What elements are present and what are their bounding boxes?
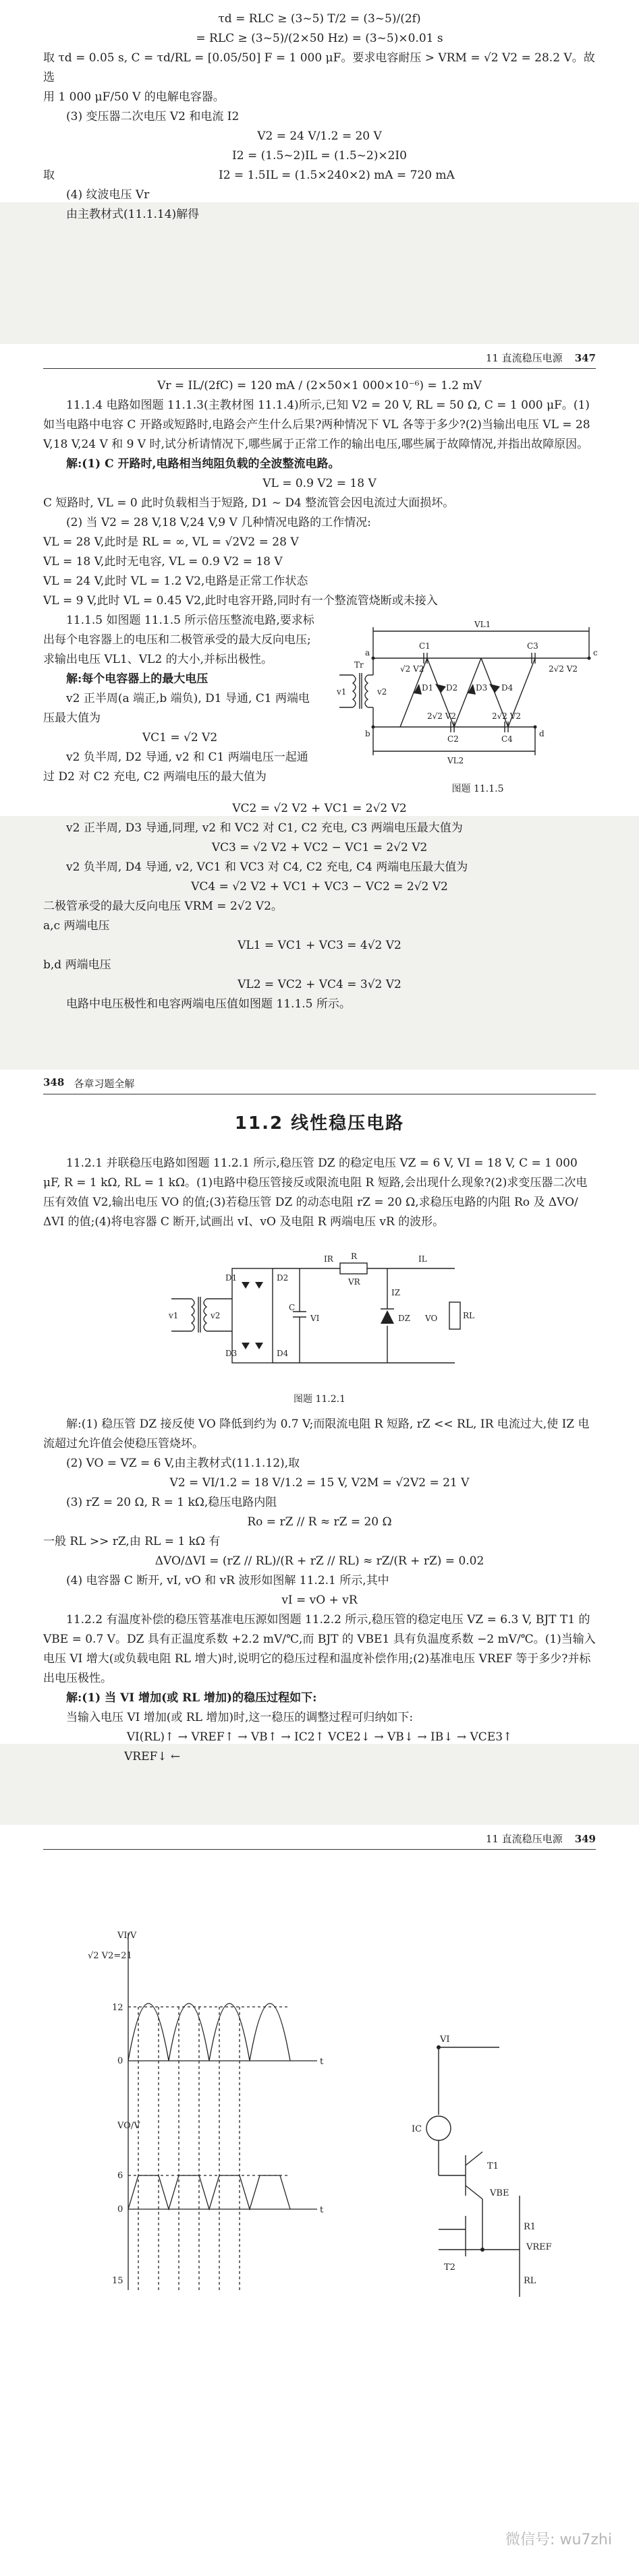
text-line: 由主教材式(11.1.14)解得: [66, 208, 200, 221]
axis-label-vi: VI/V: [117, 1931, 137, 1941]
figure-caption: 图题 11.2.1: [294, 1394, 345, 1405]
axis-label-vo: VO/V: [117, 2121, 140, 2131]
tick-zero: 0: [117, 2056, 123, 2066]
regulation-chain: VI(RL)↑ → VREF↑ → VB↑ → IC2↑ VCE2↓ → VB↓ → IB↓ → VCE3↑: [126, 1730, 513, 1744]
label-d4: D4: [501, 683, 513, 693]
label-t2: T2: [444, 2262, 455, 2273]
page-346: [0, 0, 639, 221]
label-v2: v2: [210, 1311, 220, 1320]
label-d2: D2: [446, 683, 458, 693]
label-c2: C2: [447, 734, 459, 744]
label-c2-voltage: 2√2 V2: [427, 711, 457, 721]
formula-line: = RLC ≥ (3~5)/(2×50 Hz) = (3~5)×0.01 s: [196, 32, 443, 45]
answer-line: 当输入电压 VI 增加(或 RL 增加)时,这一稳压的调整过程可归纳如下:: [66, 1711, 414, 1724]
label-vbe: VBE: [490, 2188, 509, 2198]
section-title: 11.2 线性稳压电路: [234, 1113, 405, 1134]
header-page-number: 347: [574, 352, 596, 364]
label-c1-voltage: √2 V2: [400, 664, 424, 674]
label-c: c: [593, 648, 598, 657]
answer-line: b,d 两端电压: [43, 958, 111, 972]
label-c3: C3: [527, 641, 538, 651]
label-vr: VR: [348, 1277, 360, 1287]
label-vl2: VL2: [447, 756, 464, 765]
case-line: VL = 24 V,此时 VL = 1.2 V2,电路是正常工作状态: [43, 575, 308, 588]
answer-line: 二极管承受的最大反向电压 VRM = 2√2 V2。: [43, 900, 283, 913]
label-vref: VREF: [526, 2242, 552, 2252]
label-b: b: [365, 729, 370, 738]
page-347: [0, 344, 639, 1011]
label-v1: v1: [168, 1311, 178, 1320]
formula-line: V2 = VI/1.2 = 18 V/1.2 = 15 V, V2M = √2V2 = 21 V: [169, 1476, 470, 1490]
answer-line: v2 负半周, D2 导通, v2 和 C1 两端电压一起通过 D2 对 C2 充电, C2 两端电压的最大值为: [43, 751, 308, 784]
formula-line: τd = RLC ≥ (3~5) T/2 = (3~5)/(2f): [218, 12, 421, 26]
answer-line: v2 正半周(a 端正,b 端负), D1 导通, C1 两端电压最大值为: [43, 692, 310, 725]
header-rule: [43, 1849, 596, 1850]
tick-6: 6: [117, 2171, 123, 2181]
label-d1: D1: [422, 683, 434, 693]
problem-11-1-4: 11.1.4 电路如图题 11.1.3(主教材图 11.1.4)所示,已知 V2 = 20 V, RL = 50 Ω, C = 1 000 μF。(1)如当电路中电容 C 开路或短路时,电路会产生什么后果?两种情况下 VL 各等于多少?(2)当输出电压 VL = 28 V,18 V,24 V 和 9 V 时,试分析请情况下,哪些属于正常工作的输出电压,哪些属于故障情况,并指出故障原因。: [43, 399, 590, 451]
time-label: t: [320, 2057, 324, 2067]
formula-line: Ro = rZ // R ≈ rZ = 20 Ω: [247, 1515, 392, 1529]
answer-line: (3) rZ = 20 Ω, R = 1 kΩ,稳压电路内阻: [66, 1496, 277, 1509]
formula-line: VL = 0.9 V2 = 18 V: [262, 477, 377, 490]
label-il: IL: [418, 1254, 427, 1264]
watermark: 微信号: wu7zhi: [505, 2531, 612, 2548]
formula-line: V2 = 24 V/1.2 = 20 V: [257, 129, 382, 143]
tick-15: 15: [112, 2276, 123, 2286]
answer-line: (4) 电容器 C 断开, vI, vO 和 vR 波形如图解 11.2.1 所示,其中: [66, 1574, 389, 1587]
text-line: (3) 变压器二次电压 V2 和电流 I2: [66, 110, 240, 123]
page-348: [0, 1070, 639, 1763]
label-d3: D3: [476, 683, 488, 693]
label-rl: RL: [462, 1311, 474, 1320]
header-page-number: 349: [574, 1833, 596, 1845]
peak-label: √2 V2=21: [88, 1951, 132, 1961]
answer-line: v2 负半周, D4 导通, v2, VC1 和 VC3 对 C4, C2 充电, C4 两端电压最大值为: [66, 860, 468, 874]
answer-line: v2 正半周, D3 导通,同理, v2 和 VC2 对 C1, C2 充电, C3 两端电压最大值为: [66, 821, 463, 835]
case-line: VL = 28 V,此时是 RL = ∞, VL = √2V2 = 28 V: [43, 535, 299, 549]
running-header: [486, 351, 596, 365]
shunt-regulator-circuit-figure: [158, 1241, 482, 1390]
label-d2: D2: [276, 1273, 288, 1283]
running-header: [486, 1832, 596, 1846]
text-line: (4) 纹波电压 Vr: [66, 188, 150, 202]
problem-11-2-1: 11.2.1 并联稳压电路如图题 11.2.1 所示,稳压管 DZ 的稳定电压 VZ = 6 V, VI = 18 V, C = 1 000 μF, R = 1 kΩ, RL = 1 kΩ。(1)电路中稳压管接反或限流电阻 R 短路,会出现什么现象?(2)求变压器二次电压有效值 V2,输出电压 VO 的值;(3)若稳压管 DZ 的动态电阻 rZ = 20 Ω,求稳压电路的内阻 Ro 及 ΔVO/ΔVI 的值;(4)将电容器 C 断开,试画出 vI、vO 及电阻 R 两端电压 vR 的波形。: [43, 1157, 588, 1229]
formula-line: VC2 = √2 V2 + VC1 = 2√2 V2: [232, 802, 407, 815]
text-line: 取 τd = 0.05 s, C = τd/RL = [0.05/50] F = 1 000 μF。要求电容耐压 > VRM = √2 V2 = 28.2 V。故选: [43, 51, 595, 84]
answer-line: 一般 RL >> rZ,由 RL = 1 kΩ 有: [43, 1535, 221, 1548]
label-r: R: [350, 1252, 357, 1261]
formula-line: I2 = (1.5~2)IL = (1.5~2)×2I0: [232, 149, 407, 163]
label-vi: VI: [440, 2035, 450, 2045]
tick-zero-2: 0: [117, 2204, 123, 2215]
time-label-2: t: [320, 2205, 324, 2215]
formula-line: VC1 = √2 V2: [142, 731, 218, 744]
label-vo: VO: [424, 1314, 437, 1323]
label-a: a: [365, 648, 370, 657]
answer-line: a,c 两端电压: [43, 919, 110, 933]
label-c3-voltage: 2√2 V2: [549, 664, 578, 674]
header-chapter: 11 直流稳压电源: [485, 1833, 563, 1845]
formula-line: Vr = IL/(2fC) = 120 mA / (2×50×1 000×10⁻⁶) = 1.2 mV: [157, 379, 482, 392]
problem-11-2-2: 11.2.2 有温度补偿的稳压管基准电压源如图题 11.2.2 所示,稳压管的稳定电压 VZ = 6.3 V, BJT T1 的 VBE = 0.7 V。DZ 具有正温度系数 +2.2 mV/℃,而 BJT 的 VBE1 具有负温度系数 −2 mV/℃。(1)当输入电压 VI 增大(或负载电阻 RL 增大)时,说明它的稳压过程和温度补偿作用;(2)基准电压 VREF 等于多少?并标出电压极性。: [43, 1613, 596, 1685]
label-dz: DZ: [397, 1314, 410, 1323]
waveform-plot: [88, 1926, 331, 2304]
answer-line: C 短路时, VL = 0 此时负载相当于短路, D1 ~ D4 整流管会因电流过大面损坏。: [43, 496, 455, 510]
label-rl: RL: [524, 2276, 536, 2286]
answer-line: 解:每个电容器上的最大电压: [66, 672, 209, 686]
tick-12: 12: [112, 2003, 123, 2013]
text-line: 用 1 000 μF/50 V 的电解电容器。: [43, 90, 225, 104]
formula-line: vI = vO + vR: [281, 1593, 358, 1607]
reference-source-circuit: [364, 2027, 607, 2310]
label-c: C: [288, 1303, 295, 1312]
label-v2: v2: [377, 687, 387, 697]
label-iz: IZ: [391, 1288, 400, 1297]
answer-line: (2) 当 V2 = 28 V,18 V,24 V,9 V 几种情况电路的工作情况:: [66, 516, 371, 529]
formula-line: I2 = 1.5IL = (1.5×240×2) mA = 720 mA: [219, 169, 455, 182]
label-tr: Tr: [354, 660, 364, 670]
formula-line: VC4 = √2 V2 + VC1 + VC3 − VC2 = 2√2 V2: [191, 880, 448, 894]
page-349: [0, 1825, 639, 2576]
formula-line: ΔVO/ΔVI = (rZ // RL)/(R + rZ // RL) ≈ rZ/(R + rZ) = 0.02: [155, 1554, 484, 1568]
label-d4: D4: [276, 1349, 288, 1358]
label-r1: R1: [524, 2222, 536, 2232]
label-t1: T1: [487, 2161, 499, 2171]
voltage-multiplier-circuit-figure: [333, 611, 623, 773]
label-ir: IR: [323, 1254, 333, 1264]
answer-line: 解:(1) 当 VI 增加(或 RL 增加)的稳压过程如下:: [66, 1691, 317, 1705]
formula-line: VL2 = VC2 + VC4 = 3√2 V2: [238, 978, 401, 991]
problem-11-1-5-block: [43, 611, 596, 799]
header-rule: [43, 368, 596, 369]
label-d1: D1: [225, 1273, 237, 1283]
label-c4: C4: [501, 734, 513, 744]
formula-line: VC3 = √2 V2 + VC2 − VC1 = 2√2 V2: [211, 841, 428, 854]
figure-caption: 图题 11.1.5: [451, 784, 504, 794]
running-header: [43, 1076, 134, 1090]
answer-line: 电路中电压极性和电容两端电压值如图题 11.1.5 所示。: [66, 997, 351, 1011]
label-ic: IC: [412, 2124, 422, 2134]
header-title: 各章习题全解: [74, 1078, 135, 1090]
header-chapter: 11 直流稳压电源: [485, 352, 563, 364]
formula-line: VL1 = VC1 + VC3 = 4√2 V2: [238, 939, 401, 952]
label-d3: D3: [225, 1349, 237, 1358]
answer-line: 解:(1) 稳压管 DZ 接反使 VO 降低到约为 0.7 V;而限流电阻 R 短路, rZ << RL, IR 电流过大,使 IZ 电流超过允许值会使稳压管烧坏。: [43, 1417, 590, 1451]
label-vi: VI: [310, 1314, 319, 1323]
regulation-chain-feedback: VREF↓ ←: [124, 1750, 181, 1763]
label-vl1: VL1: [474, 620, 491, 629]
label-d: d: [539, 729, 545, 738]
case-line: VL = 18 V,此时无电容, VL = 0.9 V2 = 18 V: [43, 555, 283, 568]
answer-line: (2) VO = VZ = 6 V,由主教材式(11.1.12),取: [66, 1457, 300, 1470]
label-v1: v1: [337, 687, 347, 697]
answer-line: 解:(1) C 开路时,电路相当纯阻负载的全波整流电路。: [66, 457, 340, 471]
label-c4-voltage: 2√2 V2: [492, 711, 522, 721]
problem-11-1-5: 11.1.5 如图题 11.1.5 所示倍压整流电路,要求标出每个电容器上的电压和二极管承受的最大反向电压;求输出电压 VL1、VL2 的大小,并标出极性。: [43, 614, 314, 666]
header-page-number: 348: [43, 1076, 65, 1088]
label-c1: C1: [419, 641, 430, 651]
text-line: 取: [43, 169, 55, 182]
case-line: VL = 9 V,此时 VL = 0.45 V2,此时电容开路,同时有一个整流管烧断或未接入: [43, 594, 438, 608]
